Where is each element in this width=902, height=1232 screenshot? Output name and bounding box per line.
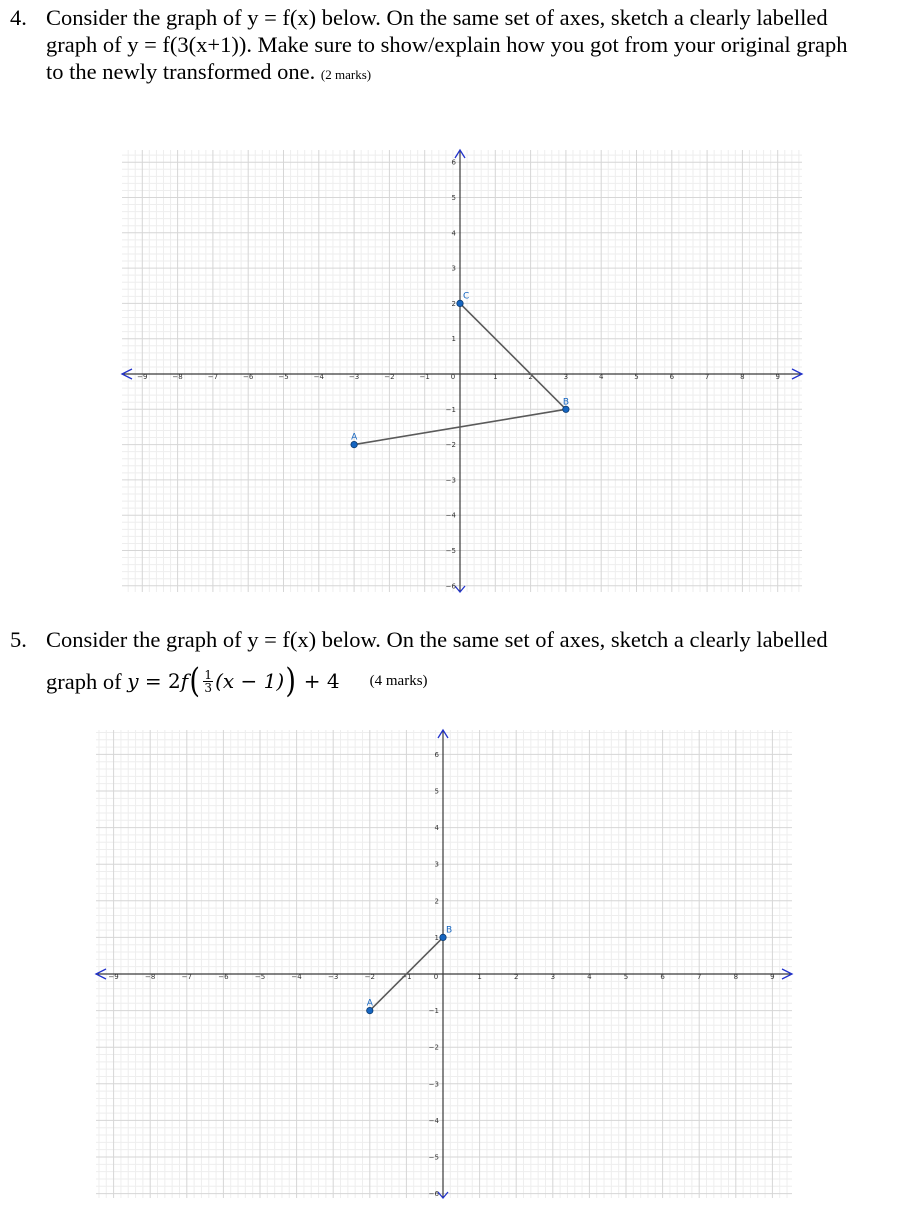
- transformation-formula: [127, 661, 340, 701]
- point-label-c: C: [463, 291, 470, 302]
- x-tick-label: 2: [513, 973, 519, 981]
- x-tick-label: 7: [704, 373, 710, 381]
- question-4-text: [46, 4, 901, 88]
- question-5-marks: (4 marks): [369, 672, 428, 689]
- x-tick-label: −9: [137, 373, 148, 381]
- x-tick-label: 4: [587, 973, 592, 981]
- x-tick-label: −4: [291, 973, 302, 981]
- y-tick-label: 3: [451, 264, 456, 273]
- x-tick-label: −2: [384, 373, 395, 381]
- x-tick-label: −5: [254, 973, 266, 981]
- y-tick-label: −4: [445, 511, 456, 520]
- x-tick-label: 6: [669, 373, 675, 381]
- x-tick-label: 1: [477, 973, 482, 981]
- x-tick-label: −4: [313, 373, 324, 381]
- point-label-b: B: [562, 397, 570, 408]
- x-tick-label: 7: [696, 973, 702, 981]
- y-tick-label: −5: [428, 1153, 439, 1162]
- y-tick-label: −3: [445, 476, 456, 485]
- graph-1: [118, 140, 802, 592]
- formula-eq: = 2: [138, 668, 181, 693]
- formula-inner: (x − 1): [215, 668, 285, 693]
- x-tick-label: 2: [528, 373, 533, 381]
- y-tick-label: −3: [428, 1080, 439, 1089]
- x-tick-label: 0: [450, 373, 456, 381]
- y-tick-label: −2: [428, 1043, 439, 1052]
- x-tick-label: −5: [278, 373, 289, 381]
- y-tick-label: −1: [428, 1007, 439, 1016]
- y-tick-label: 4: [451, 229, 456, 238]
- formula-frac-num: 1: [204, 667, 213, 682]
- x-tick-label: −2: [364, 973, 375, 981]
- y-tick-label: 4: [434, 824, 439, 833]
- x-tick-label: −1: [419, 373, 430, 381]
- x-tick-label: 0: [433, 973, 439, 981]
- x-tick-label: 3: [563, 373, 569, 381]
- point-label-a: A: [351, 432, 358, 443]
- formula-frac-den: 3: [204, 680, 213, 695]
- formula-f: f: [180, 668, 189, 693]
- formula-close-paren: ): [285, 661, 297, 701]
- x-tick-label: 5: [623, 973, 629, 981]
- function-segment: [460, 303, 569, 409]
- x-tick-label: 9: [775, 373, 780, 381]
- x-tick-label: −8: [145, 973, 156, 981]
- graph-2: [92, 722, 792, 1198]
- y-tick-label: 1: [434, 933, 439, 942]
- x-tick-label: 5: [634, 373, 639, 381]
- x-tick-label: 3: [550, 973, 556, 981]
- y-tick-label: 6: [451, 158, 456, 167]
- x-tick-label: −3: [348, 373, 360, 381]
- formula-open-paren: (: [189, 661, 201, 701]
- x-tick-label: −1: [401, 973, 412, 981]
- y-tick-label: 5: [434, 787, 439, 796]
- x-tick-label: 1: [493, 373, 498, 381]
- question-5-number: 5.: [10, 627, 27, 652]
- point-label-b: B: [446, 925, 453, 936]
- x-tick-label: −6: [218, 973, 229, 981]
- y-tick-label: 3: [434, 860, 439, 869]
- formula-plus: + 4: [297, 668, 340, 693]
- formula-fraction: [203, 669, 213, 694]
- question-4-line-3: [46, 58, 901, 88]
- formula-y: y: [127, 668, 139, 693]
- y-tick-label: −5: [445, 547, 456, 555]
- y-tick-label: −2: [445, 441, 456, 450]
- question-4-line-3-text: to the newly transformed one.: [46, 59, 316, 84]
- y-tick-label: −6: [445, 582, 456, 591]
- x-tick-label: 4: [598, 373, 604, 381]
- y-tick-label: −6: [428, 1190, 439, 1199]
- x-tick-label: −8: [172, 373, 183, 381]
- x-tick-label: 9: [770, 973, 775, 981]
- question-4-number: 4.: [10, 5, 27, 30]
- y-tick-label: 1: [451, 335, 456, 344]
- question-5-line-2: [46, 661, 428, 701]
- question-4-line-1: Consider the graph of y = f(x) below. On the same set of axes, sketch a clearly labelled: [46, 5, 828, 30]
- question-4-line-2: graph of y = f(3(x+1)). Make sure to show/explain how you got from your original graph: [46, 32, 848, 57]
- question-5-prefix: graph of: [46, 668, 122, 694]
- y-tick-label: −1: [445, 405, 456, 414]
- question-4-marks: (2 marks): [320, 67, 372, 82]
- y-tick-label: −4: [428, 1116, 439, 1125]
- point-label-a: A: [366, 998, 373, 1009]
- x-tick-label: 8: [733, 973, 739, 981]
- question-5-line-1: Consider the graph of y = f(x) below. On the same set of axes, sketch a clearly labelled: [46, 627, 828, 652]
- y-tick-label: 2: [434, 897, 439, 906]
- x-tick-label: 6: [660, 973, 665, 981]
- x-tick-label: −6: [243, 373, 254, 381]
- x-tick-label: −9: [108, 973, 119, 981]
- x-tick-label: −3: [328, 973, 339, 981]
- x-tick-label: −7: [181, 973, 192, 981]
- y-tick-label: 6: [434, 750, 439, 759]
- y-tick-label: 2: [451, 299, 456, 308]
- x-tick-label: 8: [740, 373, 745, 381]
- y-tick-label: 5: [451, 194, 456, 202]
- x-tick-label: −7: [207, 373, 219, 381]
